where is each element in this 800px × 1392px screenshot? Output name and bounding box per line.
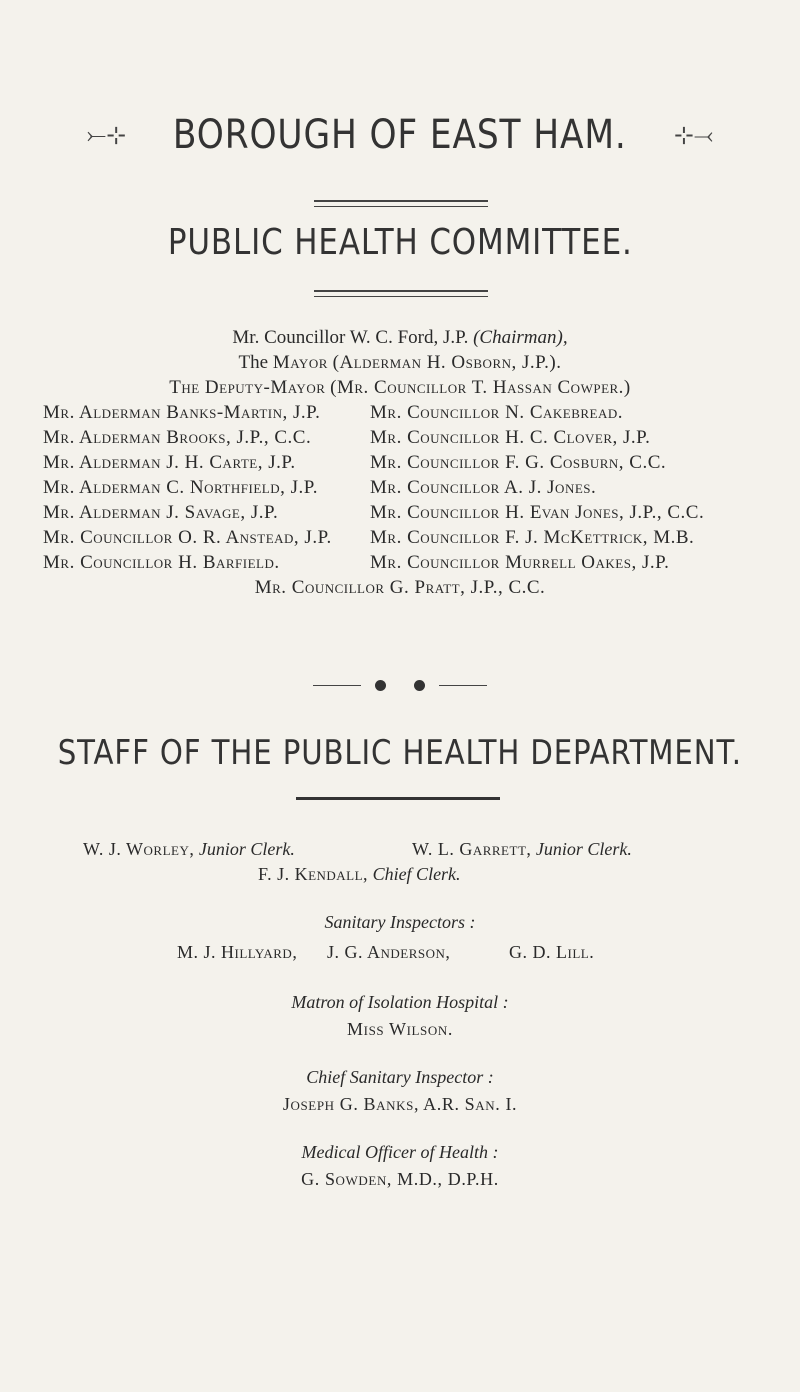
dot-ornament-divider <box>0 680 800 691</box>
committee-heading: PUBLIC HEALTH COMMITTEE. <box>167 222 633 263</box>
dot <box>375 680 386 691</box>
member-left: Mr. Alderman Banks-Martin, J.P. <box>43 402 321 423</box>
chief-inspector-label: Chief Sanitary Inspector : <box>306 1067 494 1087</box>
member-right: Mr. Councillor Murrell Oakes, J.P. <box>370 552 670 573</box>
double-rule-divider <box>314 200 488 202</box>
member-left: Mr. Alderman J. Savage, J.P. <box>43 502 279 523</box>
member-right: Mr. Councillor A. J. Jones. <box>370 477 597 498</box>
medical-officer-name: G. Sowden, M.D., D.P.H. <box>301 1169 499 1189</box>
member-left: Mr. Alderman Brooks, J.P., C.C. <box>43 427 312 448</box>
member-right: Mr. Councillor F. J. McKettrick, M.B. <box>370 527 695 548</box>
chief-inspector-name: Joseph G. Banks, A.R. San. I. <box>282 1094 518 1114</box>
member-right: Mr. Councillor H. C. Clover, J.P. <box>370 427 651 448</box>
heavy-rule-divider <box>296 797 500 800</box>
title-row <box>0 112 800 158</box>
member-last: Mr. Councillor G. Pratt, J.P., C.C. <box>254 577 546 598</box>
left-flourish-ornament: ⤚⊹ <box>86 121 127 149</box>
inspector-name: M. J. Hillyard, <box>177 942 298 962</box>
inspector-name: J. G. Anderson, <box>327 942 451 962</box>
medical-officer-label: Medical Officer of Health : <box>301 1142 499 1162</box>
borough-title: BOROUGH OF EAST HAM. <box>173 112 627 158</box>
matron-name: Miss Wilson. <box>347 1019 453 1039</box>
staff-heading: STAFF OF THE PUBLIC HEALTH DEPARTMENT. <box>57 733 743 773</box>
dash <box>439 685 487 686</box>
member-right: Mr. Councillor N. Cakebread. <box>370 402 624 423</box>
dot <box>414 680 425 691</box>
member-right: Mr. Councillor F. G. Cosburn, C.C. <box>370 452 667 473</box>
member-left: Mr. Alderman J. H. Carte, J.P. <box>43 452 296 473</box>
staff-garrett: W. L. Garrett, Junior Clerk. <box>412 839 632 859</box>
member-left: Mr. Councillor O. R. Anstead, J.P. <box>43 527 332 548</box>
inspector-name: G. D. Lill. <box>509 942 595 962</box>
member-right: Mr. Councillor H. Evan Jones, J.P., C.C. <box>370 502 705 523</box>
deputy-mayor-line: The Deputy-Mayor (Mr. Councillor T. Hassan Cowper.) <box>169 377 631 398</box>
dash <box>313 685 361 686</box>
right-flourish-ornament: ⊹⤙ <box>673 121 714 149</box>
member-left: Mr. Councillor H. Barfield. <box>43 552 280 573</box>
mayor-line: The Mayor (Alderman H. Osborn, J.P.). <box>238 352 562 373</box>
staff-worley: W. J. Worley, Junior Clerk. <box>83 839 295 859</box>
double-rule-divider <box>314 290 488 292</box>
sanitary-inspectors-label: Sanitary Inspectors : <box>324 912 476 932</box>
staff-kendall: F. J. Kendall, Chief Clerk. <box>258 864 461 884</box>
member-left: Mr. Alderman C. Northfield, J.P. <box>43 477 318 498</box>
matron-label: Matron of Isolation Hospital : <box>291 992 509 1012</box>
chairman-line: Mr. Councillor W. C. Ford, J.P. (Chairman), <box>232 327 568 348</box>
